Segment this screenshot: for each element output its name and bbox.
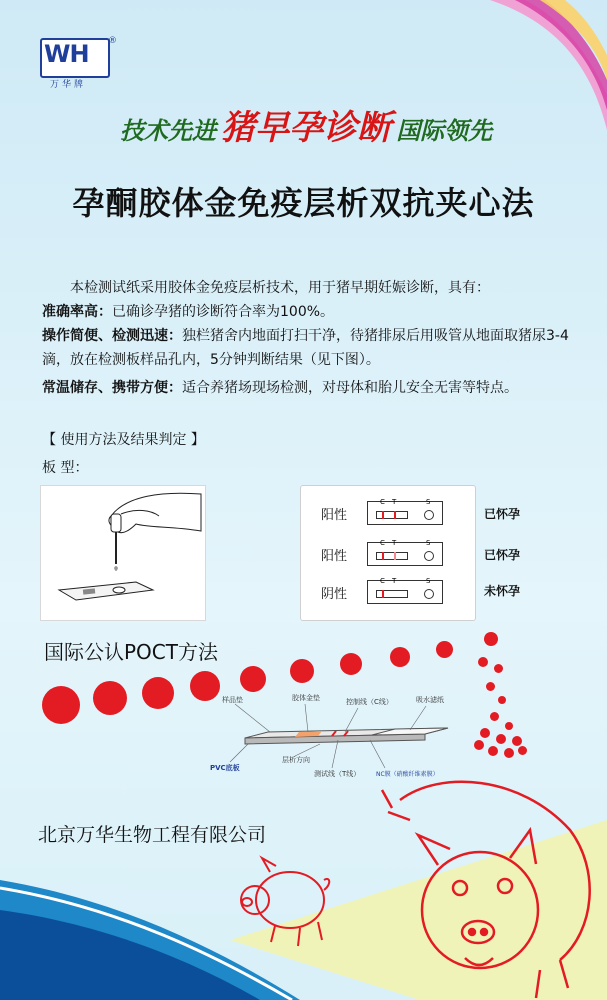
results-panel [300,485,476,621]
control-line [382,552,384,560]
outcome-label-2: 已怀孕 [484,548,521,562]
control-line [382,590,384,598]
c-mark: C [380,539,385,547]
c-mark: C [380,498,385,506]
test-line [394,552,396,560]
red-dot-decoration [490,712,499,721]
intro-paragraph: 本检测试纸采用胶体金免疫层析技术，用于猪早期妊娠诊断，具有： [70,280,490,296]
c-mark: C [380,577,385,585]
feature-label: 操作简便、检测迅速： [42,328,182,344]
feature-storage [42,376,582,400]
registered-mark: ® [108,36,117,46]
feature-text: 独栏猪舍内地面打扫干净，待猪排尿后用吸管从地面取猪尿3-4滴，放在检测板样品孔内，5分钟判断结果（见下图）。 [42,328,569,368]
result-row-negative [321,577,439,604]
red-dot-decoration [486,682,495,691]
red-dot-decoration [505,722,513,730]
dropper-illustration-panel [40,485,206,621]
red-dot-decoration [142,677,174,709]
t-mark: T [392,539,397,547]
hand-dropper-illustration [41,486,205,620]
red-dot-decoration [504,748,514,758]
sample-well [424,589,434,599]
red-dot-decoration [498,696,506,704]
red-dot-decoration [240,666,266,692]
red-dot-decoration [42,686,80,724]
feature-label: 常温储存、携带方便： [42,380,182,396]
board-type-label: 板 型： [42,460,89,476]
test-strip [367,498,443,525]
result-row-positive-1 [321,498,439,525]
red-dot-decoration [512,736,522,746]
feature-operation [42,324,582,372]
sample-pad-label: 样品垫 [222,696,243,704]
slogan-center: 猪早孕诊断 [221,108,392,148]
page-title: 孕酮胶体金免疫层析双抗夹心法 [72,184,535,222]
red-dot-decoration [518,746,527,755]
red-dot-decoration [93,681,127,715]
result-label: 阳性 [321,549,348,564]
slogan-right: 国际领先 [396,117,493,145]
feature-text: 适合养猪场现场检测，对母体和胎儿安全无害等特点。 [182,380,518,396]
feature-text: 已确诊孕猪的诊断符合率为100%。 [112,304,335,320]
slogan-banner [120,100,560,148]
red-dot-decoration [496,734,506,744]
red-dot-decoration [340,653,362,675]
red-dot-decoration [478,657,488,667]
sample-well [424,510,434,520]
test-strip [367,539,443,566]
red-dot-decoration [436,641,453,658]
logo-subtitle: 万华牌 [50,80,87,90]
yellow-panel [230,820,607,1000]
t-mark: T [392,577,397,585]
pvc-backing-label: PVC底板 [210,764,240,772]
sample-well [424,551,434,561]
test-line [394,511,396,519]
red-dot-decoration [390,647,410,667]
slogan-left: 技术先进 [120,117,216,145]
bottom-decoration [0,760,607,1000]
nc-membrane-label: NC膜（硝酸纤维素膜） [376,771,439,778]
result-row-positive-2 [321,539,439,566]
s-mark: S [426,498,431,506]
outcome-label-1: 已怀孕 [484,507,521,521]
result-window [376,590,408,598]
absorbent-pad-label: 吸水滤纸 [416,696,444,704]
control-line [382,511,384,519]
result-window [376,511,408,519]
red-dot-decoration [494,664,503,673]
s-mark: S [426,577,431,585]
t-mark: T [392,498,397,506]
gold-pad-label: 胶体金垫 [292,694,320,702]
red-dot-decoration [290,659,314,683]
brand-logo [40,36,117,90]
usage-heading: 【 使用方法及结果判定 】 [42,432,205,448]
poct-heading: 国际公认POCT方法 [44,640,218,664]
red-dot-decoration [484,632,498,646]
result-label: 阴性 [321,587,348,602]
red-dot-decoration [488,746,498,756]
control-line-label: 控制线（C线） [346,698,393,706]
red-dot-decoration [474,740,484,750]
result-window [376,552,408,560]
test-strip [367,577,443,604]
company-name: 北京万华生物工程有限公司 [38,824,267,846]
feature-label: 准确率高： [42,304,112,320]
test-line-label: 测试线（T线） [314,770,361,778]
outcome-label-3: 未怀孕 [484,584,521,598]
red-dot-decoration [480,728,490,738]
flow-direction-label: 层析方向 [282,756,310,764]
logo-mark: WH [44,40,89,68]
result-label: 阳性 [321,508,348,523]
feature-accuracy [42,300,582,324]
s-mark: S [426,539,431,547]
